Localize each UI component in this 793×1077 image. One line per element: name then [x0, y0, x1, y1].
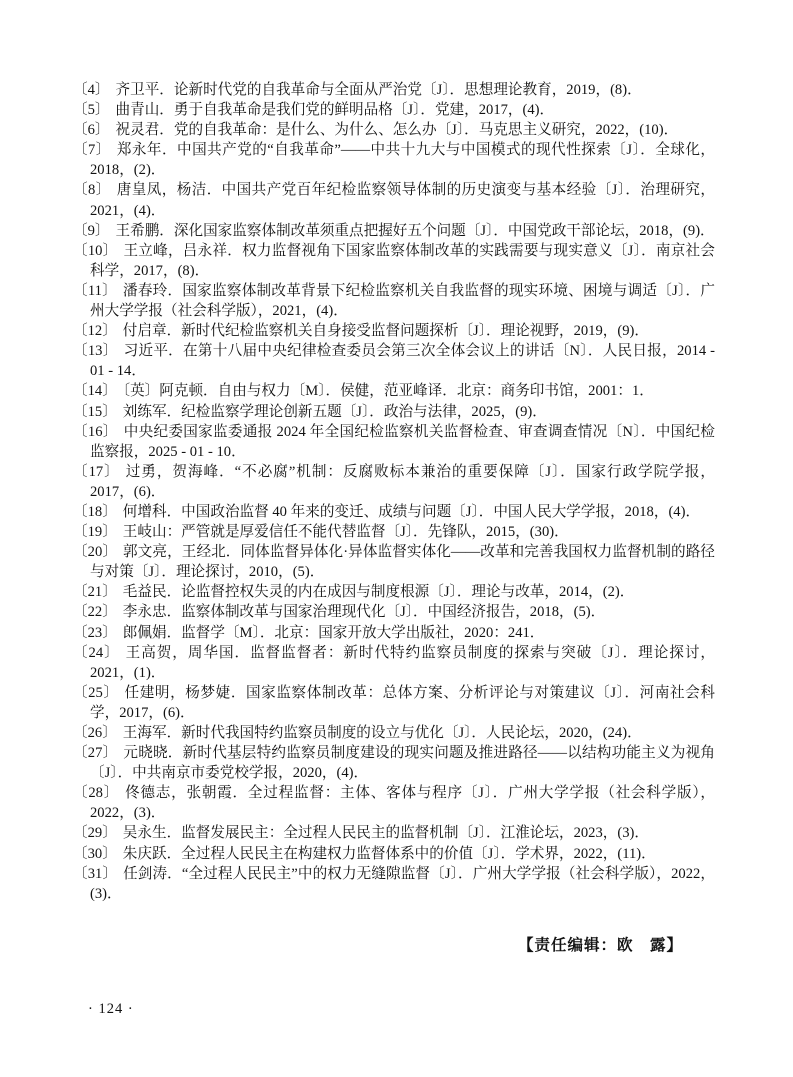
reference-entry [73, 402, 715, 422]
reference-text: 元晓晓．新时代基层特约监察员制度建设的现实问题及推进路径——以结构功能主义为视角〔J〕．中共南京市委党校学报，2020，(4)． [90, 745, 715, 782]
reference-text: 王希鹏．深化国家监察体制改革须重点把握好五个问题〔J〕．中国党政干部论坛，2018，(9)． [115, 222, 715, 239]
reference-number: 〔26〕 [73, 725, 117, 741]
reference-text: 任建明，杨梦婕．国家监察体制改革：总体方案、分析评论与对策建议〔J〕．河南社会科学，2017，(6)． [90, 684, 715, 721]
reference-text: 吴永生．监督发展民主：全过程人民民主的监督机制〔J〕．江淮论坛，2023，(3)． [122, 825, 649, 842]
reference-entry [73, 643, 715, 683]
reference-text: 习近平．在第十八届中央纪律检查委员会第三次全体会议上的讲话〔N〕．人民日报，2014 - 01 - 14． [90, 343, 715, 380]
reference-number: 〔29〕 [73, 825, 117, 842]
reference-text: 王海军．新时代我国特约监察员制度的设立与优化〔J〕．人民论坛，2020，(24)． [122, 725, 642, 741]
reference-entry [73, 180, 715, 220]
reference-number: 〔17〕 [73, 463, 120, 480]
reference-entry [73, 80, 715, 100]
reference-text: 王立峰，吕永祥．权力监督视角下国家监察体制改革的实践需要与现实意义〔J〕．南京社会科学，2017，(8)． [90, 242, 715, 279]
reference-text: 唐皇凤，杨洁．中国共产党百年纪检监察领导体制的历史演变与基本经验〔J〕．治理研究，2021，(4)． [90, 182, 715, 219]
reference-number: 〔7〕 [73, 142, 111, 159]
reference-text: 曲青山．勇于自我革命是我们党的鲜明品格〔J〕．党建，2017，(4)． [115, 102, 555, 119]
reference-number: 〔21〕 [73, 584, 117, 601]
editor-credit: 【责任编辑：欧 露】 [517, 937, 683, 954]
page-number: · 124 · [88, 1001, 134, 1017]
reference-entry [73, 522, 715, 542]
reference-text: 王岐山：严管就是厚爱信任不能代替监督〔J〕．先锋队，2015，(30)． [122, 524, 569, 541]
reference-number: 〔28〕 [73, 785, 120, 802]
reference-text: 付启章．新时代纪检监察机关自身接受监督问题探析〔J〕．理论视野，2019，(9)． [122, 323, 649, 340]
reference-text: 过勇，贺海峰．“不必腐”机制：反腐败标本兼治的重要保障〔J〕．国家行政学院学报，2017，(6)． [90, 463, 715, 500]
reference-text: 刘练军．纪检监察学理论创新五题〔J〕．政治与法律，2025，(9)． [122, 403, 547, 420]
reference-number: 〔6〕 [73, 122, 110, 139]
reference-entry [73, 844, 715, 864]
reference-entry [73, 743, 715, 783]
reference-text: 朱庆跃．全过程人民民主在构建权力监督体系中的价值〔J〕．学术界，2022，(11)． [122, 845, 656, 862]
reference-number: 〔27〕 [73, 745, 118, 762]
reference-number: 〔20〕 [73, 544, 118, 561]
reference-number: 〔11〕 [73, 282, 117, 299]
reference-entry [73, 723, 715, 743]
reference-text: 郭文亮，王经北．同体监督异体化·异体监督实体化——改革和完善我国权力监督机制的路径与对策〔J〕．理论探讨，2010，(5)． [90, 544, 715, 581]
reference-text: 潘春玲．国家监察体制改革背景下纪检监察机关自我监督的现实环境、困境与调适〔J〕．广州大学学报（社会科学版），2021，(4)． [90, 282, 715, 320]
reference-text: 毛益民．论监督控权失灵的内在成因与制度根源〔J〕．理论与改革，2014，(2)． [122, 584, 635, 601]
reference-number: 〔25〕 [73, 684, 119, 701]
reference-number: 〔8〕 [73, 182, 111, 199]
reference-entry [73, 241, 715, 281]
reference-text: 祝灵君．党的自我革命：是什么、为什么、怎么办〔J〕．马克思主义研究，2022，(10)． [115, 122, 679, 139]
reference-number: 〔16〕 [73, 423, 118, 440]
reference-number: 〔4〕 [73, 82, 110, 98]
reference-entry [73, 823, 715, 843]
reference-number: 〔22〕 [73, 604, 117, 621]
references-list [73, 80, 715, 904]
reference-entry [73, 100, 715, 120]
reference-entry [73, 321, 715, 341]
reference-number: 〔24〕 [73, 644, 120, 661]
reference-entry [73, 542, 715, 582]
reference-text: 中央纪委国家监委通报 2024 年全国纪检监察机关监督检查、审查调查情况〔N〕．中国纪检监察报，2025 - 01 - 10． [90, 423, 715, 460]
reference-text: 郑永年．中国共产党的“自我革命”——中共十九大与中国模式的现代性探索〔J〕．全球化，2018，(2)． [90, 142, 715, 179]
reference-number: 〔31〕 [73, 865, 118, 882]
reference-number: 〔19〕 [73, 524, 117, 541]
reference-entry [73, 221, 715, 241]
reference-entry [73, 502, 715, 522]
reference-entry [73, 140, 715, 180]
reference-text: 李永忠．监察体制改革与国家治理现代化〔J〕．中国经济报告，2018，(5)． [122, 604, 606, 621]
reference-entry [73, 381, 715, 401]
reference-entry [73, 623, 715, 643]
reference-entry [73, 864, 715, 904]
reference-text: 齐卫平．论新时代党的自我革命与全面从严治党〔J〕．思想理论教育，2019，(8)． [115, 82, 642, 98]
reference-entry [73, 120, 715, 140]
reference-number: 〔14〕 [73, 383, 117, 400]
reference-text: 何增科．中国政治监督 40 年来的变迁、成绩与问题〔J〕．中国人民大学学报，2018，(4)． [122, 503, 701, 520]
reference-number: 〔15〕 [73, 403, 117, 420]
reference-number: 〔5〕 [73, 102, 110, 119]
reference-number: 〔12〕 [73, 323, 117, 340]
reference-entry [73, 422, 715, 462]
reference-text: 王高贺，周华国．监督监督者：新时代特约监察员制度的探索与突破〔J〕．理论探讨，2021，(1)． [90, 644, 715, 681]
reference-number: 〔18〕 [73, 503, 117, 520]
reference-number: 〔10〕 [73, 242, 118, 259]
reference-text: 〔英〕阿克顿．自由与权力〔M〕．侯健，范亚峰译．北京：商务印书馆，2001：1． [122, 383, 654, 400]
reference-entry [73, 582, 715, 602]
reference-entry [73, 281, 715, 321]
reference-entry [73, 602, 715, 622]
reference-number: 〔9〕 [73, 222, 110, 239]
reference-number: 〔13〕 [73, 343, 118, 360]
reference-entry [73, 783, 715, 823]
reference-entry [73, 683, 715, 723]
reference-entry [73, 341, 715, 381]
reference-text: 佟德志，张朝霞．全过程监督：主体、客体与程序〔J〕．广州大学学报（社会科学版），2022，(3)． [90, 785, 715, 822]
reference-text: 任剑涛．“全过程人民民主”中的权力无缝隙监督〔J〕．广州大学学报（社会科学版），2022，(3)． [90, 865, 715, 902]
reference-entry [73, 462, 715, 502]
reference-number: 〔30〕 [73, 845, 117, 862]
reference-number: 〔23〕 [73, 624, 117, 641]
reference-text: 郎佩娟．监督学〔M〕．北京：国家开放大学出版社，2020：241． [122, 624, 545, 641]
